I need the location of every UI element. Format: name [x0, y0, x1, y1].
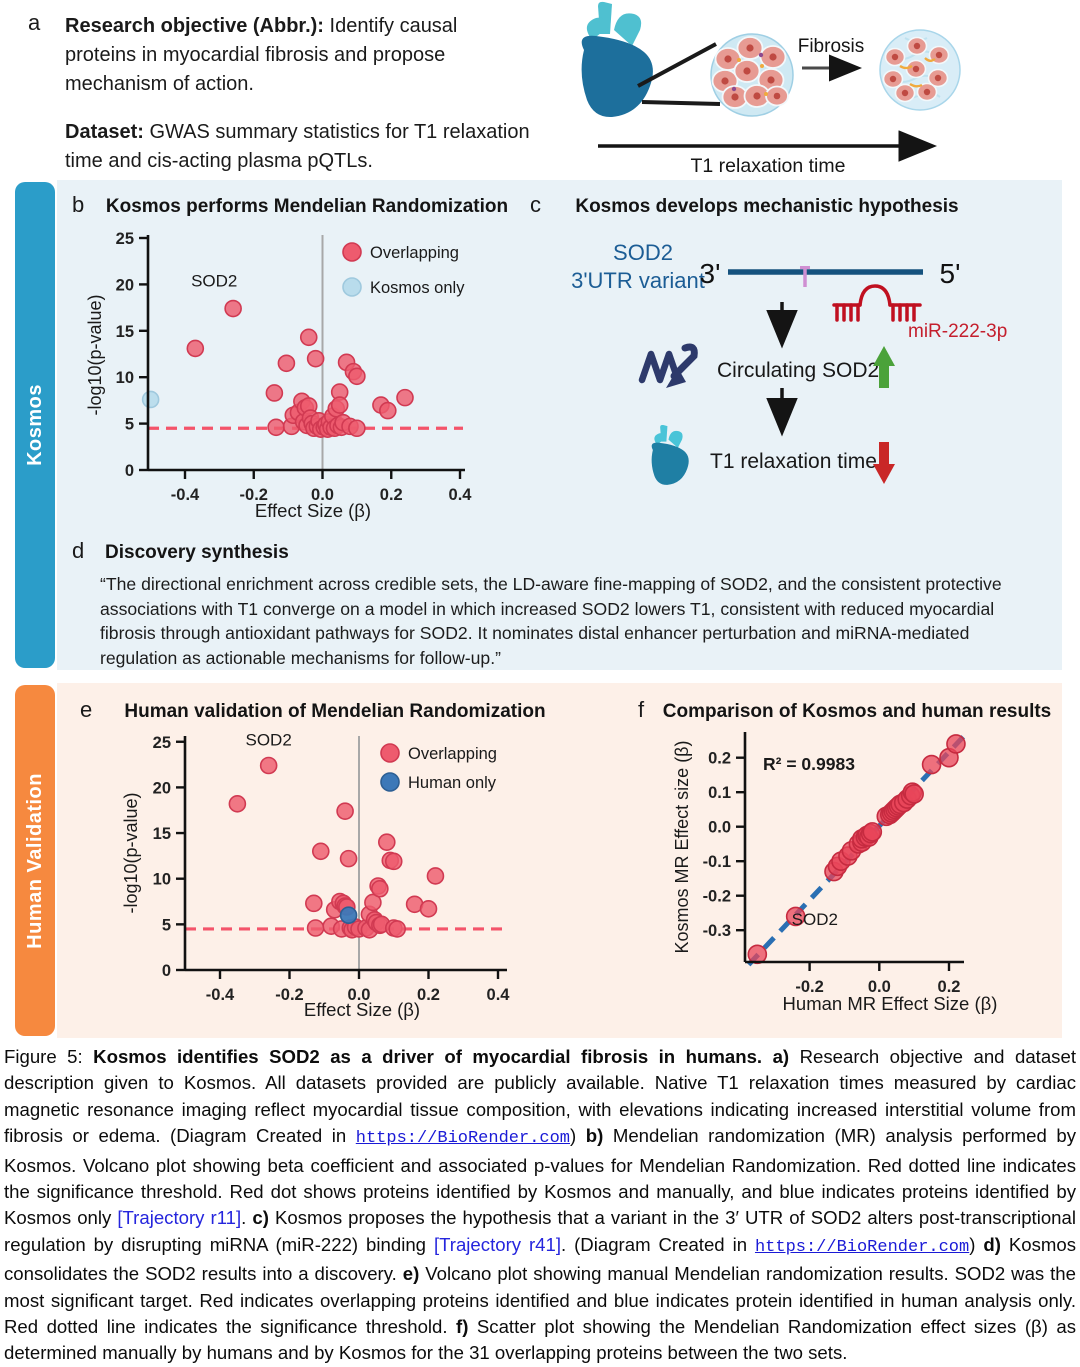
heart-icon: [582, 2, 653, 117]
kosmos-section: [15, 180, 1062, 670]
data-point: [308, 351, 324, 367]
x-tick-label: -0.2: [275, 986, 304, 1004]
y-tick-label: -0.2: [702, 887, 731, 906]
dataset-label: Dataset:: [65, 121, 144, 143]
data-point: [313, 843, 329, 859]
sod2-variant-label-line2: 3'UTR variant: [571, 268, 705, 293]
legend-label: Overlapping: [370, 244, 459, 262]
data-point: [905, 785, 923, 803]
data-point: [308, 920, 324, 936]
x-tick-label: 0.0: [867, 978, 891, 996]
data-point: [143, 391, 159, 407]
y-tick-label: 0.1: [708, 784, 731, 803]
kosmos-sidebar: [15, 182, 55, 668]
panel-c-title: Kosmos develops mechanistic hypothesis: [575, 196, 959, 217]
research-objective-text: Identify causal proteins in myocardial fibrosis and propose mechanism of action.: [65, 15, 458, 95]
legend-dot: [343, 243, 361, 261]
x-axis-label: Effect Size (β): [303, 999, 421, 1020]
x-tick-label: 0.4: [448, 486, 472, 504]
human-sidebar-label: Human Validation: [23, 772, 46, 949]
biorender-link[interactable]: https://BioRender.com: [754, 1237, 970, 1257]
data-point: [389, 921, 405, 937]
legend-label: Human only: [408, 774, 497, 792]
data-point: [863, 823, 881, 841]
y-tick-label: 25: [115, 230, 134, 248]
data-point: [332, 397, 348, 413]
data-point: [229, 796, 245, 812]
caption-text: c): [252, 1207, 269, 1229]
data-point: [306, 895, 322, 911]
panel-d-label: d: [72, 538, 85, 563]
human-sidebar: [15, 685, 55, 1036]
y-tick-label: 20: [152, 779, 171, 798]
fibrosis-label: Fibrosis: [797, 36, 865, 57]
data-point: [380, 403, 396, 419]
zoom-line-bottom: [642, 102, 720, 104]
data-point: [341, 907, 357, 923]
figure-caption: [4, 1044, 1076, 1367]
y-tick-label: 5: [124, 415, 134, 434]
x-tick-label: 0.2: [379, 486, 403, 504]
panel-f-title: Comparison of Kosmos and human results: [662, 701, 1052, 722]
caption-text: ): [969, 1233, 984, 1255]
r-squared-label: R² = 0.9983: [763, 754, 855, 774]
x-tick-label: 0.2: [417, 986, 440, 1004]
data-point: [225, 301, 241, 317]
caption-text: d): [983, 1233, 1001, 1255]
y-tick-label: 10: [152, 870, 171, 889]
data-point: [349, 368, 365, 384]
y-tick-label: 10: [115, 369, 134, 388]
panel-b-label: b: [72, 192, 85, 217]
dataset-description: [65, 118, 533, 176]
y-tick-label: 20: [115, 276, 134, 295]
t1-relaxation-label: T1 relaxation time: [710, 450, 877, 473]
legend-label: Kosmos only: [370, 279, 465, 297]
mirna-label: miR-222-3p: [908, 321, 1008, 342]
x-tick-label: 0.2: [937, 978, 961, 996]
sod2-variant-label-line1: SOD2: [613, 240, 673, 265]
caption-text: Mendelian randomization (MR) analysis performed by Kosmos. Volcano plot showing beta coefficient and associated p-values for Mendelian Randomization. Red dotted line indicates the significance threshold. Red dot shows proteins identified by Kosmos and manually, and blue indicates proteins identified by Kosmos only: [4, 1125, 1076, 1229]
y-tick-label: -0.1: [702, 853, 731, 872]
data-point: [947, 735, 965, 753]
caption-text: Scatter plot showing the Mendelian Randomization effect sizes (β) as determined manually by humans and by Kosmos for the 31 overlapping proteins between the two sets.: [4, 1316, 1076, 1364]
annotation-sod2: SOD2: [191, 271, 238, 291]
annotation-sod2: SOD2: [791, 910, 838, 930]
five-prime-label: 5': [939, 258, 961, 289]
kosmos-content: [57, 180, 1062, 670]
y-axis-label: -log10(p-value): [85, 294, 105, 416]
caption-text: . (Diagram Created in: [561, 1233, 755, 1255]
y-axis-label: Kosmos MR Effect size (β): [672, 740, 692, 954]
discovery-synthesis-quote: “The directional enrichment across credible sets, the LD-aware fine-mapping of SOD2, and the consistent protective associations with T1 converge on a model in which increased SOD2 lowers T1, consistent with reduced myocardial fibrosis through antioxidant pathways for SOD2. It nominates distal enhancer perturbation and miRNA-mediated regulation as actionable mechanisms for follow-up.”: [100, 574, 1002, 668]
panel-d-title: Discovery synthesis: [105, 542, 289, 563]
human-volcano-plot: [115, 722, 550, 1022]
healthy-tissue-icon: [711, 34, 793, 116]
panel-c-label: c: [530, 192, 541, 217]
fibrotic-tissue-icon: [880, 30, 960, 110]
data-point: [397, 390, 413, 406]
legend-label: Overlapping: [408, 745, 497, 763]
data-point: [187, 340, 203, 356]
caption-text: e): [402, 1263, 420, 1285]
y-tick-label: 0: [124, 462, 134, 480]
panel-b-title: Kosmos performs Mendelian Randomization: [105, 196, 509, 217]
caption-text: Kosmos proposes the hypothesis that a variant in the 3′ UTR of SOD2 alters post-transcriptional regulation by disrupting miRNA (miR-222) binding: [4, 1207, 1076, 1255]
data-point: [337, 803, 353, 819]
panel-a-text: [65, 12, 533, 195]
x-tick-label: -0.2: [239, 486, 268, 504]
panel-a-label: a: [28, 10, 41, 35]
y-tick-label: 15: [115, 322, 134, 341]
data-point: [278, 355, 294, 371]
t1-axis-label: T1 relaxation time: [690, 155, 846, 177]
y-tick-label: 0.0: [708, 818, 731, 837]
mirna-icon: [834, 286, 920, 320]
data-point: [427, 868, 443, 884]
data-point: [268, 419, 284, 435]
data-point: [349, 420, 365, 436]
legend-dot: [381, 773, 399, 791]
data-point: [386, 853, 402, 869]
x-tick-label: -0.2: [795, 978, 824, 996]
y-tick-label: 0.2: [708, 749, 731, 768]
three-prime-label: 3': [699, 258, 721, 289]
legend-dot: [343, 278, 361, 296]
research-objective: [65, 12, 533, 99]
annotation-sod2: SOD2: [245, 730, 292, 750]
data-point: [923, 756, 941, 774]
data-point: [341, 851, 357, 867]
trajectory-link[interactable]: [Trajectory r41]: [433, 1233, 562, 1255]
y-tick-label: 25: [152, 733, 171, 752]
data-point: [372, 881, 388, 897]
x-tick-label: 0.4: [486, 986, 510, 1004]
x-tick-label: 0.0: [311, 486, 334, 504]
human-validation-section: [15, 683, 1062, 1038]
human-content: [57, 683, 1062, 1038]
data-point: [421, 901, 437, 917]
circulating-sod2-label: Circulating SOD2: [717, 359, 880, 382]
caption-text: Figure 5:: [4, 1046, 94, 1067]
caption-text: ): [570, 1125, 586, 1147]
biorender-link[interactable]: https://BioRender.com: [355, 1129, 571, 1149]
comparison-scatter-plot: [650, 712, 1070, 1022]
caption-text: .: [241, 1207, 253, 1229]
dataset-text: GWAS summary statistics for T1 relaxation time and cis-acting plasma pQTLs.: [65, 121, 530, 172]
x-axis-label: Effect Size (β): [254, 500, 372, 521]
y-tick-label: 0: [161, 962, 171, 980]
panel-e-label: e: [80, 697, 93, 722]
caption-text: Research objective and dataset description given to Kosmos. All datasets provided are publicly available. Native T1 relaxation times measured by cardiac magnetic resonance imaging reflect myocardial tissue composition, with elevations indicating increased interstitial volume from fibrosis or edema. (Diagram Created in: [4, 1046, 1076, 1147]
x-tick-label: -0.4: [205, 986, 235, 1004]
small-heart-icon: [652, 425, 689, 485]
legend-dot: [381, 744, 399, 762]
data-point: [748, 945, 766, 963]
research-objective-label: Research objective (Abbr.):: [65, 15, 324, 37]
kosmos-volcano-plot: [85, 215, 515, 525]
x-axis-label: Human MR Effect Size (β): [782, 993, 998, 1014]
y-tick-label: -0.3: [702, 922, 731, 941]
data-point: [266, 385, 282, 401]
data-point: [379, 834, 395, 850]
caption-text: Kosmos consolidates the SOD2 results into a discovery.: [4, 1233, 1076, 1285]
caption-text: Kosmos identifies SOD2 as a driver of myocardial fibrosis in humans. a): [93, 1046, 790, 1067]
y-axis-label: -log10(p-value): [121, 792, 141, 914]
kosmos-sidebar-label: Kosmos: [23, 384, 46, 466]
variant-marker: [800, 266, 810, 287]
caption-text: Volcano plot showing manual Mendelian randomization results. SOD2 was the most significant target. Red indicates overlapping proteins identified and blue indicates protein identified in human analysis only. Red dotted line indicates the significance threshold.: [4, 1263, 1076, 1338]
mechanism-diagram: [560, 230, 1060, 520]
x-tick-label: 0.0: [347, 986, 371, 1004]
data-point: [261, 757, 277, 773]
y-tick-label: 15: [152, 825, 171, 844]
data-point: [301, 329, 317, 345]
caption-text: f): [456, 1316, 469, 1338]
x-tick-label: -0.4: [170, 486, 200, 504]
panel-e-title: Human validation of Mendelian Randomization: [124, 701, 546, 722]
panel-f-label: f: [638, 697, 645, 722]
trajectory-link[interactable]: [Trajectory r11]: [117, 1207, 242, 1229]
caption-text: b): [585, 1125, 604, 1147]
y-tick-label: 5: [161, 916, 171, 935]
heart-fibrosis-illustration: [540, 0, 1080, 180]
protein-icon: [642, 347, 694, 388]
